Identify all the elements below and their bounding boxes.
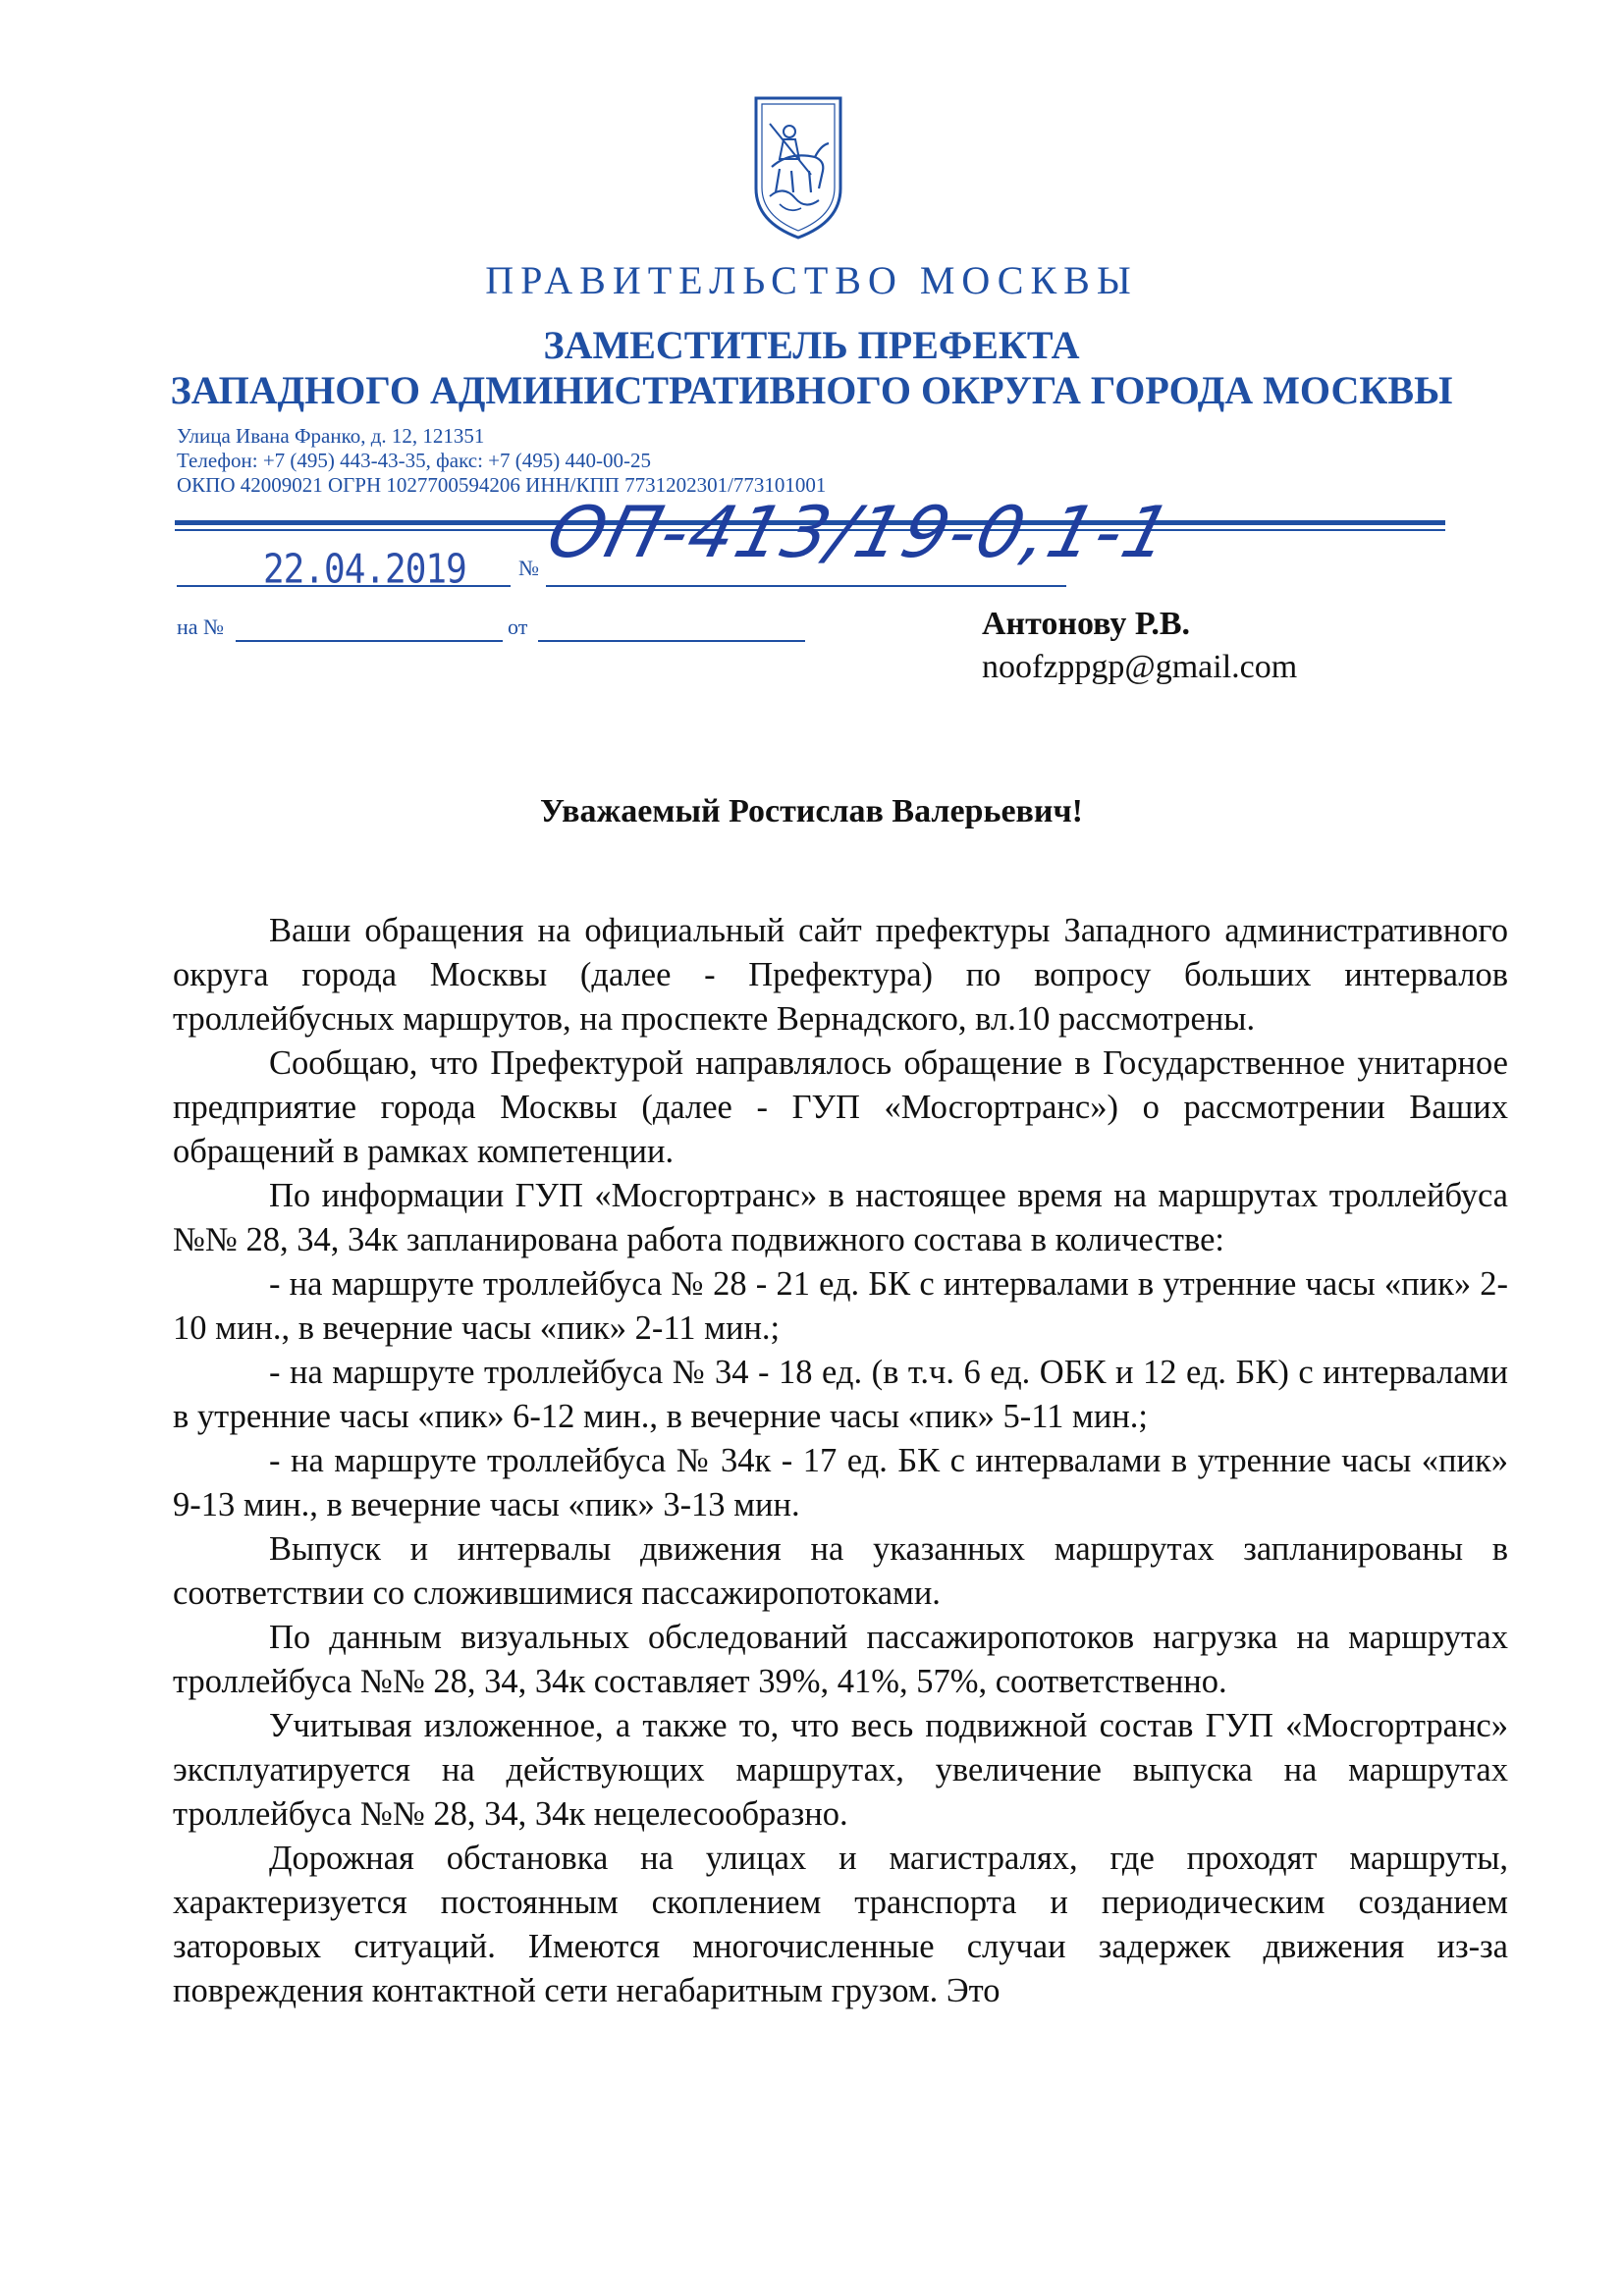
outgoing-date-stamp: 22.04.2019 (263, 546, 466, 594)
sender-phone: Телефон: +7 (495) 443-43-35, факс: +7 (495) 440-00-25 (177, 449, 651, 472)
sender-contacts (177, 424, 826, 498)
reference-date-underline (538, 640, 805, 642)
body-paragraph: - на маршруте троллейбуса № 28 - 21 ед. БК с интервалами в утренние часы «пик» 2-10 мин., в вечерние часы «пик» 2-11 мин.; (173, 1265, 1508, 1347)
salutation: Уважаемый Ростислав Валерьевич! (540, 793, 1083, 829)
sender-district: ЗАПАДНОГО АДМИНИСТРАТИВНОГО ОКРУГА ГОРОДА МОСКВЫ (170, 368, 1453, 412)
body-paragraph: Выпуск и интервалы движения на указанных маршрутах запланированы в соответствии со сложившимися пассажиропотоками. (173, 1530, 1508, 1612)
letter-body (173, 909, 1508, 2013)
number-underline (546, 585, 1066, 587)
addressee-block (982, 603, 1297, 689)
sender-title: ЗАМЕСТИТЕЛЬ ПРЕФЕКТА (543, 323, 1080, 367)
government-name: ПРАВИТЕЛЬСТВО МОСКВЫ (485, 258, 1138, 302)
body-paragraph: Ваши обращения на официальный сайт префектуры Западного административного округа города Москвы (далее - Префектура) по вопросу больших интервалов троллейбусных маршрутов, на проспекте Вернадского, вл.10 рассмотрены. (173, 912, 1508, 1038)
sender-address: Улица Ивана Франко, д. 12, 121351 (177, 424, 485, 448)
reference-number-label: на № (177, 614, 225, 639)
addressee-email: noofzppgp@gmail.com (982, 649, 1298, 685)
reference-date-label: от (508, 614, 528, 639)
sender-registry: ОКПО 42009021 ОГРН 1027700594206 ИНН/КПП 7731202301/773101001 (177, 473, 827, 497)
body-paragraph: Дорожная обстановка на улицах и магистралях, где проходят маршруты, характеризуется постоянным скоплением транспорта и периодическим созданием заторовых ситуаций. Имеются многочисленные случаи задержек движения из-за повреждения контактной сети негабаритным грузом. Это (173, 1840, 1508, 2009)
reference-number-underline (236, 640, 503, 642)
body-paragraph: По данным визуальных обследований пассажиропотоков нагрузка на маршрутах троллейбуса №№ 28, 34, 34к составляет 39%, 41%, 57%, соответственно. (173, 1619, 1508, 1700)
body-paragraph: - на маршруте троллейбуса № 34к - 17 ед. БК с интервалами в утренние часы «пик» 9-13 мин., в вечерние часы «пик» 3-13 мин. (173, 1442, 1508, 1523)
moscow-coat-of-arms-icon (750, 94, 846, 241)
body-paragraph: Учитывая изложенное, а также то, что весь подвижной состав ГУП «Мосгортранс» эксплуатируется на действующих маршрутах, увеличение выпуска на маршрутах троллейбуса №№ 28, 34, 34к нецелесообразно. (173, 1707, 1508, 1833)
body-paragraph: Сообщаю, что Префектурой направлялось обращение в Государственное унитарное предприятие города Москвы (далее - ГУП «Мосгортранс») о рассмотрении Ваших обращений в рамках компетенции. (173, 1044, 1508, 1170)
number-label: № (518, 556, 539, 580)
outgoing-number-handwritten: ОП-413/19-0,1-1 (539, 491, 1181, 573)
body-paragraph: - на маршруте троллейбуса № 34 - 18 ед. (в т.ч. 6 ед. ОБК и 12 ед. БК) с интервалами в утренние часы «пик» 6-12 мин., в вечерние часы «пик» 5-11 мин.; (173, 1354, 1508, 1435)
addressee-name: Антонову Р.В. (982, 606, 1191, 642)
body-paragraph: По информации ГУП «Мосгортранс» в настоящее время на маршрутах троллейбуса №№ 28, 34, 34к запланирована работа подвижного состава в количестве: (173, 1177, 1508, 1258)
